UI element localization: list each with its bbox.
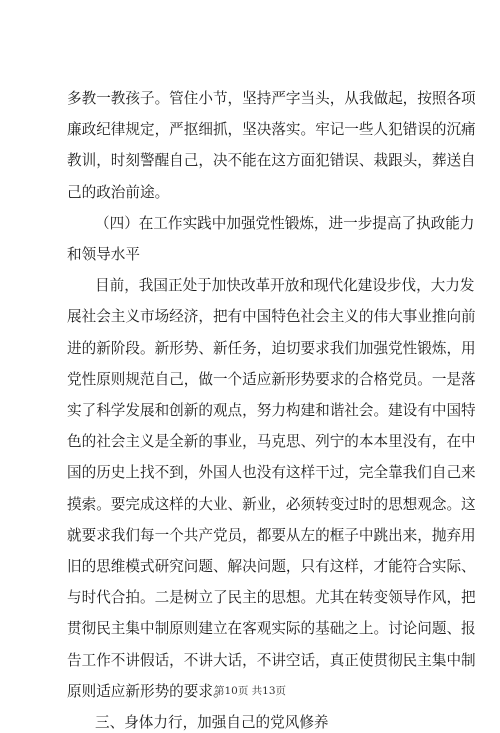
- paragraph-3-line-8: 摸索。要完成这样的大业、新业，必须转变过时的思想观念。这: [67, 495, 476, 513]
- paragraph-1-line-2: 廉政纪律规定，严抠细抓，坚决落实。牢记一些人犯错误的沉痛: [67, 121, 476, 139]
- paragraph-2-line-2: 和领导水平: [67, 246, 140, 263]
- paragraph-3-line-5: 实了科学发展和创新的观点，努力构建和谐社会。建设有中国特: [67, 402, 476, 419]
- page-number-footer: 第10页 共13页: [213, 685, 287, 697]
- paragraph-3-line-6: 色的社会主义是全新的事业，马克思、列宁的本本里没有，在中: [67, 433, 476, 451]
- paragraph-3-line-9: 就要求我们每一个共产党员，都要从左的框子中跳出来，抛弃用: [67, 526, 476, 544]
- paragraph-1-line-3: 教训，时刻警醒自己，决不能在这方面犯错误、栽跟头，葬送自: [67, 152, 476, 170]
- paragraph-3-line-7: 国的历史上找不到，外国人也没有这样干过，完全靠我们自己来: [67, 464, 476, 482]
- paragraph-1-line-4: 己的政治前途。: [67, 183, 170, 201]
- paragraph-3-line-14: 原则适应新形势的要求。: [67, 682, 228, 700]
- paragraph-3-line-13: 告工作不讲假话，不讲大话，不讲空话，真正使贯彻民主集中制: [67, 651, 476, 669]
- paragraph-3-line-3: 进的新阶段。新形势、新任务，迫切要求我们加强党性锻炼，用: [67, 339, 476, 357]
- paragraph-3-line-12: 贯彻民主集中制原则建立在客观实际的基础之上。讨论问题、报: [67, 620, 476, 638]
- paragraph-2-line-1: （四）在工作实践中加强党性锻炼，进一步提高了执政能力: [95, 214, 475, 232]
- paragraph-4-line-1: 三、身体力行，加强自己的党风修养: [95, 714, 329, 731]
- paragraph-3-line-4: 党性原则规范自己，做一个适应新形势要求的合格党员。一是落: [67, 370, 476, 388]
- paragraph-3-line-10: 旧的思维模式研究问题、解决问题，只有这样，才能符合实际、: [67, 558, 476, 575]
- paragraph-3-line-2: 展社会主义市场经济，把有中国特色社会主义的伟大事业推向前: [67, 308, 476, 326]
- paragraph-3-line-1: 目前，我国正处于加快改革开放和现代化建设步伐，大力发: [95, 277, 475, 295]
- paragraph-1-line-1: 多教一教孩子。管住小节，坚持严字当头，从我做起，按照各项: [67, 90, 476, 107]
- paragraph-3-line-11: 与时代合拍。二是树立了民主的思想。尤其在转变领导作风，把: [67, 589, 476, 607]
